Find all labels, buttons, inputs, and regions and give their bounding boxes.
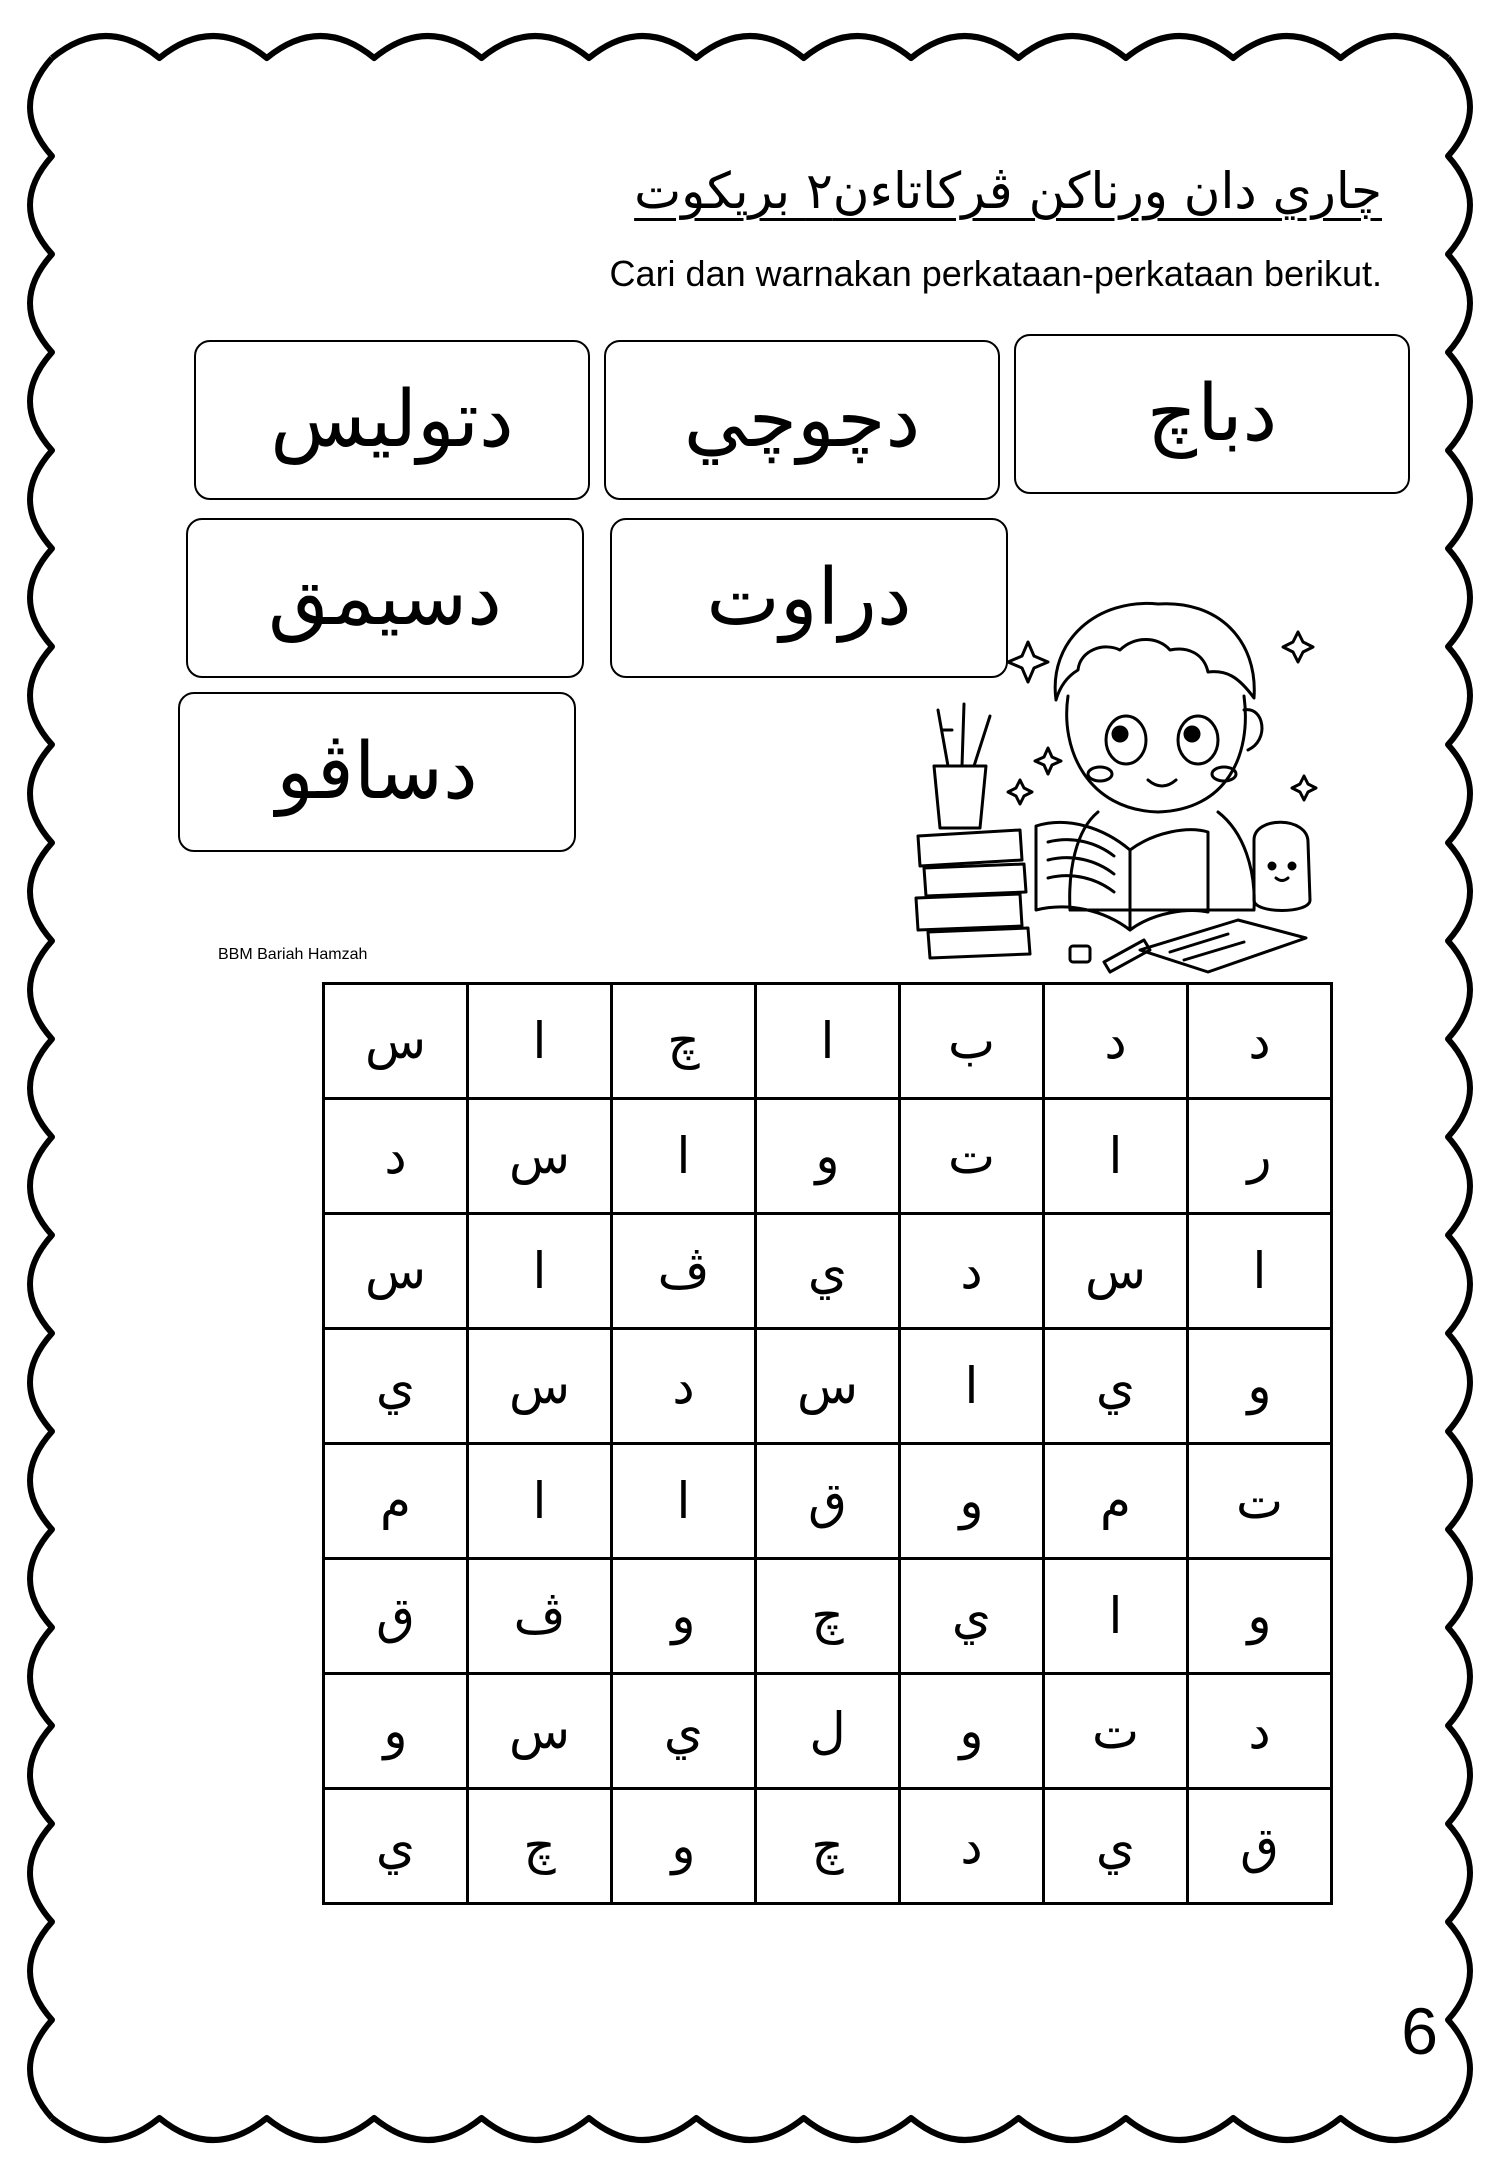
- grid-cell[interactable]: س: [468, 1674, 612, 1789]
- grid-cell[interactable]: ل: [756, 1674, 900, 1789]
- grid-cell[interactable]: س: [468, 1329, 612, 1444]
- grid-cell[interactable]: ا: [468, 1214, 612, 1329]
- word-card-3: [194, 340, 590, 500]
- grid-row: [324, 984, 1332, 1099]
- grid-cell[interactable]: و: [900, 1444, 1044, 1559]
- grid-cell[interactable]: ي: [756, 1214, 900, 1329]
- word-card-label: دباچ: [1146, 369, 1278, 459]
- word-card-label: دچوچي: [683, 375, 921, 465]
- grid-cell[interactable]: د: [1188, 984, 1332, 1099]
- grid-cell[interactable]: ق: [756, 1444, 900, 1559]
- word-card-1: [1014, 334, 1410, 494]
- grid-cell[interactable]: ق: [324, 1559, 468, 1674]
- word-card-label: دتوليس: [270, 375, 514, 465]
- grid-cell[interactable]: و: [324, 1674, 468, 1789]
- grid-cell[interactable]: د: [1044, 984, 1188, 1099]
- grid-cell[interactable]: ي: [1044, 1789, 1188, 1904]
- grid-cell[interactable]: ر: [1188, 1099, 1332, 1214]
- grid-cell[interactable]: م: [1044, 1444, 1188, 1559]
- grid-cell[interactable]: و: [756, 1099, 900, 1214]
- grid-cell[interactable]: م: [324, 1444, 468, 1559]
- grid-cell[interactable]: ا: [1044, 1099, 1188, 1214]
- grid-cell[interactable]: س: [324, 984, 468, 1099]
- grid-cell[interactable]: د: [324, 1099, 468, 1214]
- grid-cell[interactable]: و: [612, 1789, 756, 1904]
- grid-cell[interactable]: ا: [756, 984, 900, 1099]
- grid-cell[interactable]: د: [1188, 1674, 1332, 1789]
- credit-text: BBM Bariah Hamzah: [218, 946, 368, 963]
- grid-cell[interactable]: ا: [468, 1444, 612, 1559]
- page-number: 6: [1401, 1994, 1438, 2068]
- worksheet-title: چاري دان ورناکن ڤرکاتاءن٢ بريکوت: [634, 162, 1382, 220]
- scallop-edge: [52, 36, 1448, 58]
- grid-row: [324, 1444, 1332, 1559]
- grid-row: [324, 1214, 1332, 1329]
- grid-row: [324, 1329, 1332, 1444]
- grid-cell[interactable]: ي: [324, 1789, 468, 1904]
- grid-cell[interactable]: و: [612, 1559, 756, 1674]
- grid-cell[interactable]: و: [1188, 1559, 1332, 1674]
- word-search-grid: [322, 982, 1333, 1905]
- grid-cell[interactable]: ي: [324, 1329, 468, 1444]
- grid-cell[interactable]: س: [756, 1329, 900, 1444]
- grid-cell[interactable]: ڤ: [612, 1214, 756, 1329]
- grid-cell[interactable]: ت: [1044, 1674, 1188, 1789]
- grid-cell[interactable]: چ: [756, 1559, 900, 1674]
- grid-cell[interactable]: ب: [900, 984, 1044, 1099]
- worksheet-instruction: Cari dan warnakan perkataan-perkataan berikut.: [609, 253, 1382, 294]
- word-card-label: دساڤو: [276, 727, 478, 817]
- grid-cell[interactable]: د: [900, 1789, 1044, 1904]
- grid-row: [324, 1674, 1332, 1789]
- grid-cell[interactable]: ا: [1188, 1214, 1332, 1329]
- grid-cell[interactable]: ا: [1044, 1559, 1188, 1674]
- grid-cell[interactable]: ا: [900, 1329, 1044, 1444]
- grid-cell[interactable]: ڤ: [468, 1559, 612, 1674]
- grid-cell[interactable]: س: [324, 1214, 468, 1329]
- boy-reading-book-icon: [908, 580, 1320, 990]
- grid-cell[interactable]: ي: [1044, 1329, 1188, 1444]
- grid-cell[interactable]: س: [1044, 1214, 1188, 1329]
- grid-cell[interactable]: چ: [468, 1789, 612, 1904]
- word-card-2: [604, 340, 1000, 500]
- grid-cell[interactable]: س: [468, 1099, 612, 1214]
- grid-cell[interactable]: ت: [1188, 1444, 1332, 1559]
- word-card-6: [178, 692, 576, 852]
- grid-cell[interactable]: چ: [756, 1789, 900, 1904]
- grid-cell[interactable]: و: [900, 1674, 1044, 1789]
- grid-cell[interactable]: ا: [468, 984, 612, 1099]
- grid-cell[interactable]: ي: [900, 1559, 1044, 1674]
- grid-cell[interactable]: چ: [612, 984, 756, 1099]
- grid-cell[interactable]: ت: [900, 1099, 1044, 1214]
- word-card-label: دراوت: [706, 553, 912, 643]
- scallop-edge: [1448, 58, 1470, 2118]
- grid-row: [324, 1099, 1332, 1214]
- scallop-edge: [30, 58, 52, 2118]
- grid-row: [324, 1789, 1332, 1904]
- grid-cell[interactable]: و: [1188, 1329, 1332, 1444]
- word-card-5: [186, 518, 584, 678]
- grid-cell[interactable]: ق: [1188, 1789, 1332, 1904]
- grid-cell[interactable]: ا: [612, 1099, 756, 1214]
- grid-cell[interactable]: د: [900, 1214, 1044, 1329]
- grid-cell[interactable]: ا: [612, 1444, 756, 1559]
- scallop-edge: [52, 2118, 1448, 2140]
- grid-row: [324, 1559, 1332, 1674]
- grid-cell[interactable]: د: [612, 1329, 756, 1444]
- word-card-label: دسيمق: [268, 553, 502, 643]
- grid-cell[interactable]: ي: [612, 1674, 756, 1789]
